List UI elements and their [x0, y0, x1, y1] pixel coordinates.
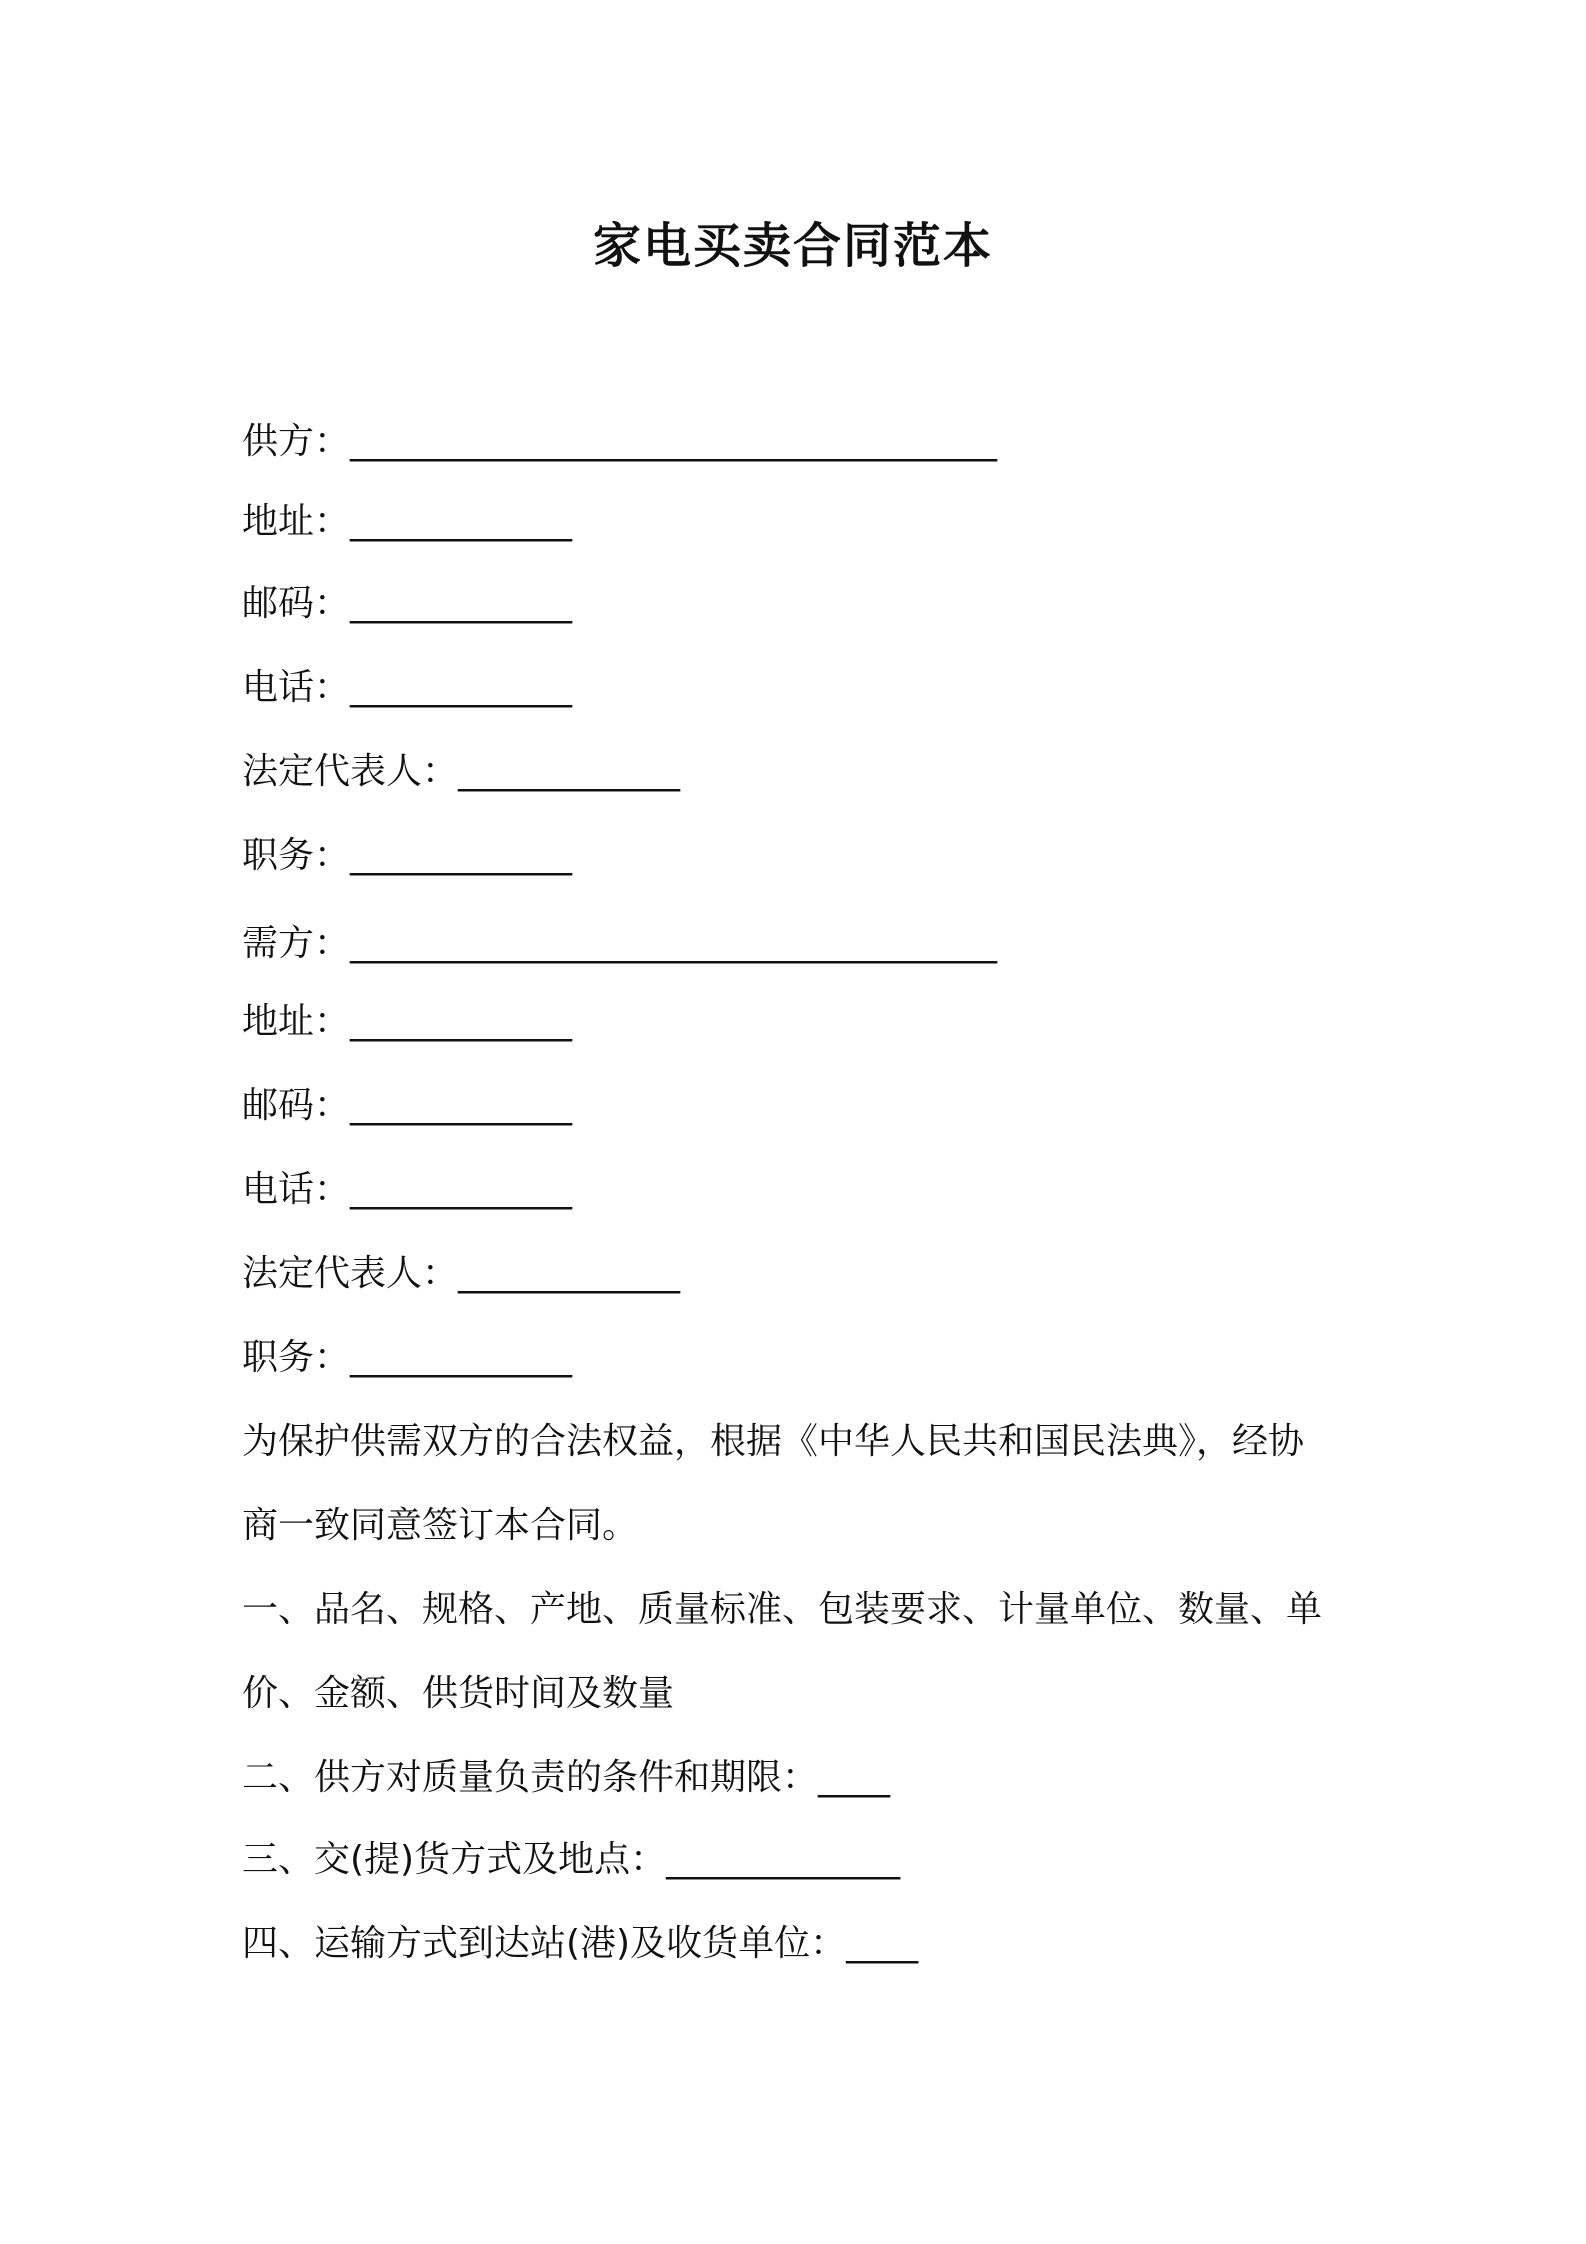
buyer-rep-label: 法定代表人：: [242, 1253, 459, 1294]
supplier-postcode-blank: _____________: [350, 583, 572, 624]
supplier-postcode-row: [242, 576, 571, 632]
clause-1-line-1: 一、品名、规格、产地、质量标准、包装要求、计量单位、数量、单: [242, 1589, 1323, 1630]
buyer-party-label: 需方：: [242, 923, 351, 964]
supplier-phone-row: [242, 660, 571, 716]
buyer-position-label: 职务：: [242, 1337, 351, 1378]
supplier-rep-row: [242, 744, 679, 800]
supplier-party-label: 供方：: [242, 421, 351, 462]
supplier-rep-blank: _____________: [458, 751, 680, 792]
buyer-position-row: [242, 1330, 571, 1386]
buyer-postcode-label: 邮码：: [242, 1085, 351, 1126]
supplier-party-row: [242, 414, 996, 470]
buyer-address-blank: _____________: [350, 1001, 572, 1042]
buyer-rep-blank: _____________: [458, 1253, 680, 1294]
buyer-phone-label: 电话：: [242, 1169, 351, 1210]
supplier-position-row: [242, 828, 571, 884]
intro-line-1: 为保护供需双方的合法权益，根据《中华人民共和国民法典》，经协: [242, 1421, 1305, 1462]
supplier-phone-blank: _____________: [350, 667, 572, 708]
buyer-party-blank: ______________________________________: [350, 923, 997, 964]
supplier-postcode-label: 邮码：: [242, 583, 351, 624]
buyer-postcode-row: [242, 1078, 571, 1134]
clause-3-blank: _____________: [666, 1839, 901, 1880]
buyer-address-row: [242, 994, 571, 1050]
buyer-rep-row: [242, 1246, 679, 1302]
supplier-address-label: 地址：: [242, 501, 351, 542]
clause-3-row: [242, 1832, 1362, 1888]
buyer-phone-blank: _____________: [350, 1169, 572, 1210]
buyer-position-blank: _____________: [350, 1337, 572, 1378]
clause-4: 四、运输方式到达站(港)及收货单位：____: [242, 1923, 919, 1964]
buyer-address-label: 地址：: [242, 1001, 351, 1042]
buyer-postcode-blank: _____________: [350, 1085, 572, 1126]
clause-2: 二、供方对质量负责的条件和期限：____: [242, 1757, 891, 1798]
buyer-phone-row: [242, 1162, 571, 1218]
supplier-rep-label: 法定代表人：: [242, 751, 459, 792]
supplier-address-row: [242, 494, 571, 550]
intro-line-2: 商一致同意签订本合同。: [242, 1505, 639, 1546]
clause-3-label: 三、交(提)货方式及地点：: [242, 1839, 667, 1880]
buyer-party-row: [242, 916, 996, 972]
supplier-position-label: 职务：: [242, 835, 351, 876]
clause-1-line-2: 价、金额、供货时间及数量: [242, 1673, 675, 1714]
supplier-party-blank: ______________________________________: [350, 421, 997, 462]
supplier-position-blank: _____________: [350, 835, 572, 876]
supplier-phone-label: 电话：: [242, 667, 351, 708]
supplier-address-blank: _____________: [350, 501, 572, 542]
document-title: 家电买卖合同范本: [592, 218, 993, 274]
